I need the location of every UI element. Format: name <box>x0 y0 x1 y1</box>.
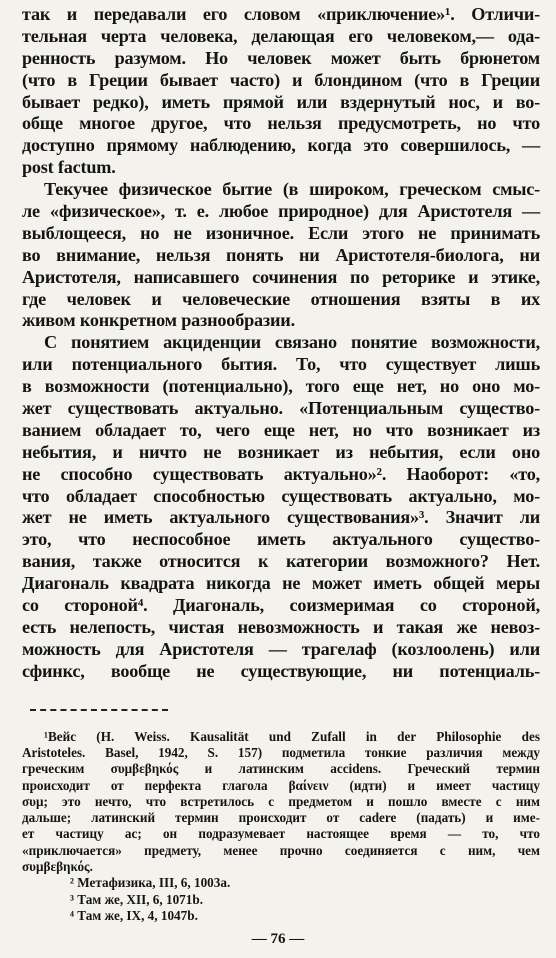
text-line: выблощееся, но не изоничное. Если этого не принимать <box>22 222 540 243</box>
main-text <box>22 4 540 683</box>
footnote-line: συμβεβηκός. <box>22 858 93 874</box>
text-line: в возможности (потенциально), того еще нет, но оно мо- <box>22 376 540 397</box>
footnote-line: ¹Вейс (H. Weiss. Kausalität und Zufall in der Philosophie des <box>44 728 540 744</box>
text-line: со стороной⁴. Диагональ, соизмеримая со стороной, <box>22 595 540 616</box>
footnote-line: ⁴ Там же, IX, 4, 1047b. <box>70 907 198 923</box>
footnote-line: ³ Там же, XII, 6, 1071b. <box>70 891 204 907</box>
footnote-line: «приключается» предмету, менее прочно соединяется с ним, чем <box>22 842 540 858</box>
text-line: что обладает способностью существовать актуально, мо- <box>22 485 540 506</box>
book-page <box>22 4 540 924</box>
footnote-separator <box>30 709 168 711</box>
text-line: ле «физическое», т. е. любое природное) для Аристотеля — <box>22 201 540 222</box>
footnote-line: Aristoteles. Basel, 1942, S. 157) подметила тонкие различия между <box>22 744 540 760</box>
footnotes <box>22 729 540 925</box>
text-line: вания, также относится к категории возможного? Нет. <box>22 551 540 572</box>
page-number: — 76 — <box>251 931 305 947</box>
footnote-line: греческим συμβεβηκός и латинским accidens. Греческий термин <box>22 761 540 777</box>
footnote-line: ет частицу ac; он подразумевает настоящее время — то, что <box>22 826 540 842</box>
text-line: Текучее физическое бытие (в широком, греческом смыс- <box>44 179 540 200</box>
footnote-line: дальше; латинский термин происходит от cadere (падать) и име- <box>22 810 540 826</box>
text-line: небытия, и ничто не возникает из небытия, если оно <box>22 441 540 462</box>
text-line: ренность разумом. Но человек может быть брюнетом <box>22 47 540 68</box>
footnote-line: происходит от перфекта глагола βαίνειν (идти) и имеет частицу <box>22 777 540 793</box>
text-line: ванием обладает то, чего еще нет, но что возникает из <box>22 419 540 440</box>
text-line: бывает редко), иметь прямой или вздернутый нос, и во- <box>22 91 540 112</box>
text-line: так и передавали его словом «приключение»¹. Отличи- <box>22 4 540 24</box>
text-line: жет не иметь актуального существования»³. Значит ли <box>22 507 540 528</box>
text-line: можность для Аристотеля — трагелаф (козлоолень) или <box>22 638 540 659</box>
text-line: (что в Греции бывает часто) и блондином (что в Греции <box>22 69 540 90</box>
text-line: доступно прямому наблюдению, когда это совершилось, — <box>22 135 540 156</box>
text-line: где человек и человеческие отношения взяты в их <box>22 288 540 309</box>
text-line: С понятием акциденции связано понятие возможности, <box>44 332 540 353</box>
text-line: или потенциального бытия. То, что существует лишь <box>22 354 540 375</box>
text-line: обще многое другое, что нельзя предусмотреть, но что <box>22 113 540 134</box>
text-line: сфинкс, вообще не существующие, ни потенциаль- <box>22 660 540 681</box>
text-line: post factum. <box>22 157 116 178</box>
text-line: не способно существовать актуально»². Наоборот: «то, <box>22 463 540 484</box>
footnote-line: ² Метафизика, III, 6, 1003a. <box>70 875 231 891</box>
text-line: Аристотеля, написавшего сочинения по реторике и этике, <box>22 266 540 287</box>
text-line: это, что неспособное иметь актуального существо- <box>22 529 540 550</box>
text-line: во внимание, нельзя понять ни Аристотеля-биолога, ни <box>22 244 540 265</box>
text-line: есть нелепость, чистая невозможность и такая же невоз- <box>22 616 540 637</box>
text-line: Диагональ квадрата никогда не может иметь общей меры <box>22 573 540 594</box>
text-line: живом конкретном разнообразии. <box>22 310 295 331</box>
footnote-line: συμ; это нечто, что встретилось с предметом и пошло вместе с ним <box>22 793 540 809</box>
text-line: жет существовать актуально. «Потенциальным существо- <box>22 398 540 419</box>
text-line: тельная черта человека, делающая его человеком,— ода- <box>22 25 540 46</box>
